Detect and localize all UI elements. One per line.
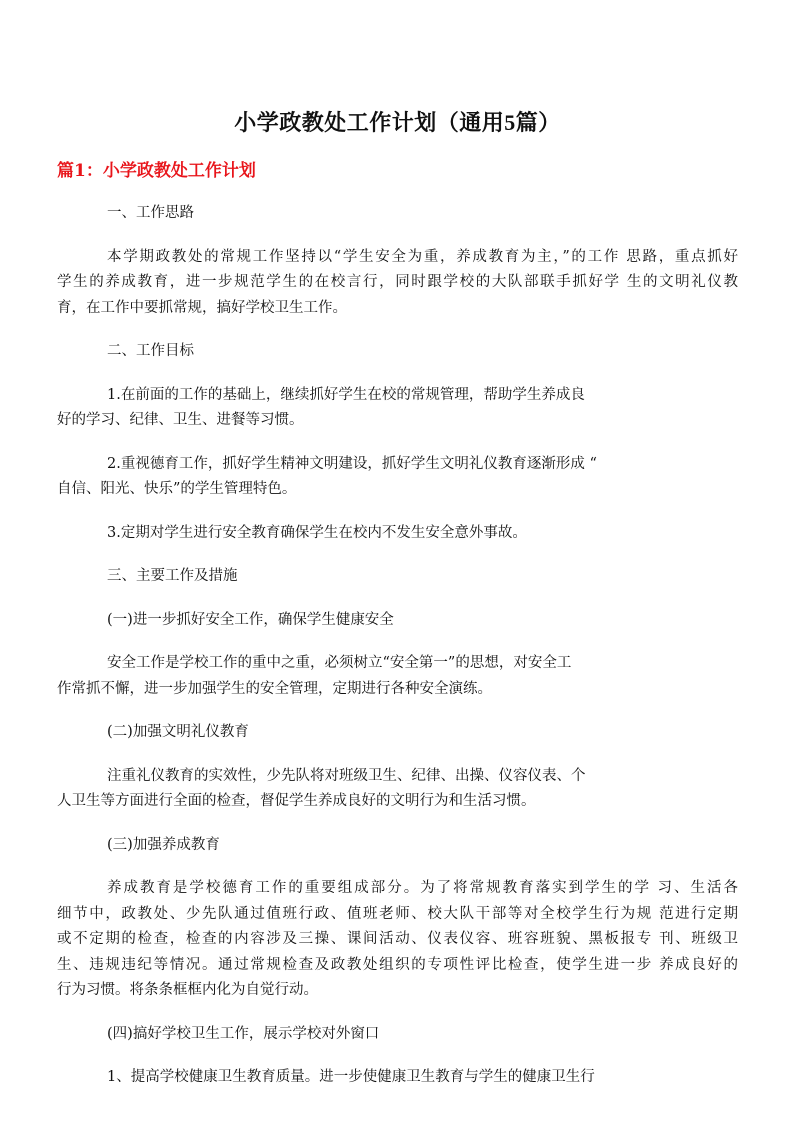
text-line: 2.重视德育工作，抓好学生精神文明建设，抓好学生文明礼仪教育逐渐形成 “ bbox=[107, 455, 597, 472]
paragraph bbox=[57, 452, 738, 503]
text-line: 作常抓不懈，进一步加强学生的安全管理，定期进行各种安全演练。 bbox=[57, 680, 492, 697]
text-line: 1.在前面的工作的基础上，继续抓好学生在校的常规管理，帮助学生养成良 bbox=[107, 386, 585, 403]
text-line: 自信、阳光、快乐”的学生管理特色。 bbox=[57, 481, 297, 497]
text-line: 养成教育是学校德育工作的重要组成部分。为了将常规教育落实到学生的学 习、生活各 bbox=[107, 880, 738, 896]
heading-work-approach bbox=[57, 201, 738, 227]
paragraph bbox=[57, 764, 738, 815]
text-line: 育，在工作中要抓常规，搞好学校卫生工作。 bbox=[57, 299, 347, 316]
subheading bbox=[57, 1022, 738, 1048]
text-line: 人卫生等方面进行全面的检查，督促学生养成良好的文明行为和生活习惯。 bbox=[57, 793, 536, 809]
text-line: 行为习惯。将条条框框内化为自觉行动。 bbox=[57, 982, 318, 998]
text-line: 注重礼仪教育的实效性，少先队将对班级卫生、纪律、出操、仪容仪表、个 bbox=[107, 767, 586, 784]
section-heading: 篇1：小学政教处工作计划 bbox=[57, 161, 256, 181]
text-line: 生、违规违纪等情况。通过常规检查及政教处组织的专项性评比检查，使学生进一步 养成良好的 bbox=[57, 956, 738, 973]
paragraph bbox=[57, 651, 738, 702]
text-line: 一、工作思路 bbox=[107, 205, 194, 221]
text-line: 三、主要工作及措施 bbox=[107, 568, 238, 584]
text-line: 二、工作目标 bbox=[107, 343, 194, 359]
text-line: 1、提高学校健康卫生教育质量。进一步使健康卫生教育与学生的健康卫生行 bbox=[107, 1069, 595, 1085]
text-line: (三)加强养成教育 bbox=[107, 836, 220, 853]
paragraph bbox=[57, 1065, 738, 1091]
text-line: (二)加强文明礼仪教育 bbox=[107, 724, 249, 740]
text-line: 本学期政教处的常规工作坚持以“学生安全为重，养成教育为主，”的工作 思路，重点抓好 bbox=[107, 248, 738, 265]
paragraph bbox=[57, 876, 738, 1004]
document-title: 小学政教处工作计划（通用5篇） bbox=[234, 110, 561, 135]
subheading bbox=[57, 720, 738, 746]
subheading bbox=[57, 833, 738, 859]
paragraph bbox=[57, 521, 738, 547]
heading-main-measures bbox=[57, 564, 738, 590]
subheading bbox=[57, 608, 738, 634]
text-line: (一)进一步抓好安全工作，确保学生健康安全 bbox=[107, 611, 394, 628]
text-line: 好的学习、纪律、卫生、进餐等习惯。 bbox=[57, 412, 304, 428]
heading-work-goals bbox=[57, 339, 738, 365]
paragraph bbox=[57, 383, 738, 434]
paragraph bbox=[57, 245, 738, 322]
text-line: 或不定期的检查，检查的内容涉及三操、课间活动、仪表仪容、班容班貌、黑板报专 刊、班级卫 bbox=[57, 931, 738, 947]
text-line: 安全工作是学校工作的重中之重，必须树立“安全第一”的思想，对安全工 bbox=[107, 655, 572, 671]
text-line: 细节中，政教处、少先队通过值班行政、值班老师、校大队干部等对全校学生行为规 范进行定期 bbox=[57, 905, 738, 922]
document-body bbox=[57, 201, 738, 1109]
text-line: (四)搞好学校卫生工作，展示学校对外窗口 bbox=[107, 1025, 380, 1042]
text-line: 学生的养成教育，进一步规范学生的在校言行，同时跟学校的大队部联手抓好学 生的文明礼仪教 bbox=[57, 274, 738, 290]
text-line: 3.定期对学生进行安全教育确保学生在校内不发生安全意外事故。 bbox=[107, 524, 527, 541]
